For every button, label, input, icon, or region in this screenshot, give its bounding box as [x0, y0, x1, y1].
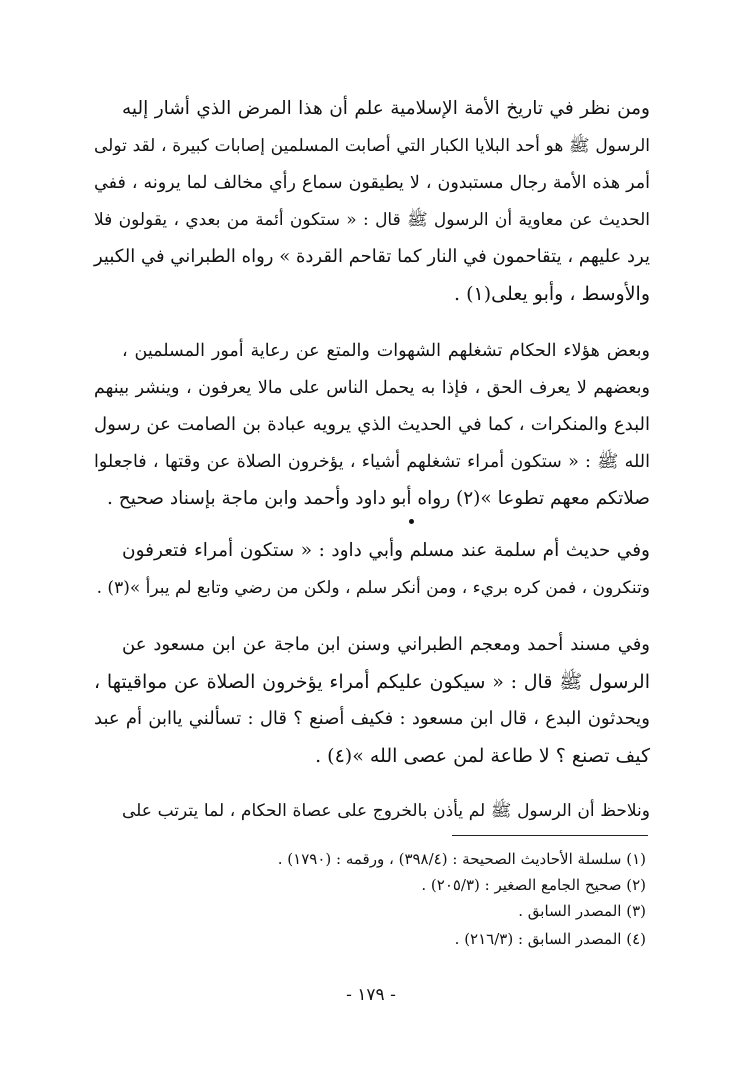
paragraph-5-line-1: ونلاحظ أن الرسول ﷺ لم يأذن بالخروج على عصاة الحكام ، لما يترتب على [122, 801, 650, 821]
paragraph-2-line-5: صلاتكم معهم تطوعا »(٢) رواه أبو داود وأحمد وابن ماجة بإسناد صحيح . [107, 488, 650, 509]
paragraph-4-line-3: ويحدثون البدع ، قال ابن مسعود : فكيف أصنع ؟ قال : تسألني ياابن أم عبد [94, 708, 650, 729]
footnote-4: (٤) المصدر السابق : (٢١٦/٣) . [454, 930, 646, 948]
page-number: - ١٧٩ - [346, 985, 396, 1005]
paragraph-2-line-3: البدع والمنكرات ، كما في الحديث الذي يرويه عبادة بن الصامت عن رسول [94, 414, 650, 435]
footnote-2: (٢) صحيح الجامع الصغير : (٢٠٥/٣) . [421, 876, 646, 894]
footnote-3: (٣) المصدر السابق . [518, 902, 646, 920]
paragraph-4-line-2: الرسول ﷺ قال : « سيكون عليكم أمراء يؤخرون الصلاة عن مواقيتها ، [94, 671, 650, 693]
paragraph-4-line-4: كيف تصنع ؟ لا طاعة لمن عصى الله »(٤) . [315, 745, 650, 767]
footnote-separator [452, 835, 648, 836]
paragraph-1-line-4: الحديث عن معاوية أن الرسول ﷺ قال : « ستكون أئمة من بعدي ، يقولون فلا [94, 210, 650, 230]
paragraph-2-line-1: وبعض هؤلاء الحكام تشغلهم الشهوات والمتع عن رعاية أمور المسلمين ، [122, 341, 650, 361]
paragraph-1-line-2: الرسول ﷺ هو أحد البلايا الكبار التي أصابت المسلمين إصابات كبيرة ، لقد تولى [94, 136, 650, 156]
paragraph-3-line-2: وتنكرون ، فمن كره بريء ، ومن أنكر سلم ، ولكن من رضي وتابع لم يبرأ »(٣) . [96, 578, 650, 598]
footnote-1: (١) سلسلة الأحاديث الصحيحة : (٣٩٨/٤) ، ورقمه : (١٧٩٠) . [277, 850, 646, 868]
ink-dot [409, 519, 414, 524]
paragraph-2-line-4: الله ﷺ : « ستكون أمراء تشغلهم أشياء ، يؤخرون الصلاة عن وقتها ، فاجعلوا [94, 452, 650, 472]
paragraph-1-line-6: والأوسط ، وأبو يعلى(١) . [454, 283, 650, 305]
paragraph-1-line-3: أمر هذه الأمة رجال مستبدون ، لا يطيقون سماع رأي مخالف لما يرونه ، ففي [94, 173, 650, 193]
paragraph-4-line-1: وفي مسند أحمد ومعجم الطبراني وسنن ابن ماجة عن ابن مسعود عن [122, 634, 650, 655]
paragraph-3-line-1: وفي حديث أم سلمة عند مسلم وأبي داود : « ستكون أمراء فتعرفون [122, 540, 650, 561]
paragraph-1-line-5: يرد عليهم ، يتقاحمون في النار كما تقاحم القردة » رواه الطبراني في الكبير [94, 246, 650, 267]
paragraph-2-line-2: وبعضهم لا يعرف الحق ، فإذا به يحمل الناس على مالا يعرفون ، وينشر بينهم [94, 378, 650, 398]
paragraph-1-line-1: ومن نظر في تاريخ الأمة الإسلامية علم أن هذا المرض الذي أشار إليه [122, 98, 650, 119]
